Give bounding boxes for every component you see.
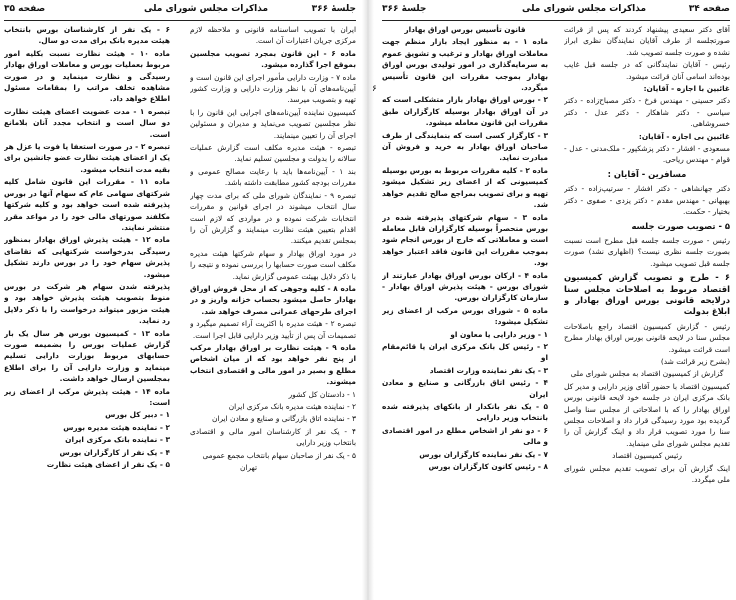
paragraph: ماده ۴ - ارکان بورس اوراق بهادار عبارتند از شورای بورس - هیئت پذیرش اوراق بهادار - سازمان کارگزاران بورس.: [382, 270, 548, 303]
paragraph: ۱ - وزیر دارایی یا معاون او: [450, 329, 548, 339]
header-rule: [4, 20, 356, 21]
paragraph: ۳ - نماینده اتاق بازرگانی و صنایع و معادن ایران: [212, 414, 356, 424]
gutter-mark: ۶: [372, 84, 377, 94]
paragraph: ۵ - تصویب صورت جلسه: [631, 220, 730, 231]
paragraph: ۳ - کارگزار کسی است که بنمایندگی از طرف صاحبان اوراق بهادار به خرید و فروش آن مبادرت نماید.: [382, 130, 548, 163]
paragraph: ایران با تصویب اساسنامه قانونی و ملاحظه لازم مرکزی جریان اعتبارات آن است.: [190, 25, 356, 46]
paragraph: ماده ۱۱ - مقررات این قانون شامل کلیه شرکتهای سهامی عام که سهام آنها در بورس پذیرفته شده است خواهد بود و کلیه شرکتها مکلفند صورتهای مالی خود را در مواعد مقرر منتشر نمایند.: [4, 177, 170, 232]
paragraph: ۶ - یک نفر از کارشناسان بورس بانتخاب هیئت مدیره بانک برای مدت دو سال.: [4, 25, 170, 46]
paragraph: در مورد اوراق بهادار و سهام شرکتها هیئت مدیره مکلف است صورت حسابها را بررسی نموده و نتیجه را با ذکر دلایل بهیئت عمومی گزارش نماید.: [190, 248, 356, 281]
paragraph: دکتر حسینی - مهندس فرخ - دکتر مصباح‌زاده - دکتر سیاسی - دکتر شاهکار - دکتر عدل - دکتر خسروشاهی.: [564, 96, 730, 129]
paragraph: ماده ۳ - سهام شرکتهای پذیرفته شده در بورس منحصراً بوسیله کارگزاران قابل معامله است و معاملاتی که خارج از بورس انجام شود بموجب مقررات این قانون فاقد اعتبار خواهد بود.: [382, 212, 548, 268]
paragraph: ماده ۵ - شورای بورس مرکب از اعضای زیر تشکیل میشود:: [382, 305, 548, 327]
paragraph: تبصره ۲ - هیئت مدیره با اکثریت آراء تصمیم میگیرد و تصمیمات آن پس از تأیید وزیر دارایی قابل اجرا است.: [190, 319, 356, 340]
paragraph: ۳ - یک نفر نماینده وزارت اقتصاد: [429, 365, 548, 375]
page-title: مذاکرات مجلس شورای ملی: [522, 4, 647, 14]
paragraph: ماده ۲ - کلیه مقررات مربوط به بورس بوسیله کمیسیونی که از اعضای زیر تشکیل میشود تهیه و برای تصویب بمراجع صالح تقدیم خواهد شد.: [382, 165, 548, 210]
paragraph: ماده ۱۰ - هیئت نظارت نسبت بکلیه امور مربوط بعملیات بورس و معاملات اوراق بهادار رسیدگی و نظارت مینماید و در صورت مشاهده تخلف مراتب را بمقامات مسئول اطلاع خواهد داد.: [4, 48, 170, 104]
paragraph: غائبین با اجازه - آقایان:: [643, 84, 730, 94]
paragraph: غائبین بی اجازه - آقایان:: [638, 131, 730, 141]
paragraph: تبصره ۹ - نمایندگان شورای ملی که برای مدت چهار سال انتخاب میشوند در اجرای قوانین و مقررات انتخابات شرکت نموده و در مواردی که لازم است اقدام بتعیین هیئت نظارت مینمایند و گزارش آن را بمجلس تقدیم میکنند.: [190, 190, 356, 246]
paragraph: ماده ۱ - به منظور ایجاد بازار منظم جهت معاملات اوراق بهادار و ترغیب و تشویق عموم به سرمایه‌گذاری در امور تولیدی بورس اوراق بهادار بموجب مقررات این قانون تأسیس میگردد.: [382, 37, 548, 93]
paragraph: ماده ۶ - این قانون بمجرد تصویب مجلسین بموقع اجرا گذارده میشود.: [190, 48, 356, 70]
paragraph: مسعودی - افشار - دکتر پزشکپور - ملک‌مدنی - عدل - قوام - مهندس ریاحی.: [564, 144, 730, 165]
paragraph: ۴ - یک نفر از کارشناسان امور مالی و اقتصادی بانتخاب وزیر دارایی: [190, 426, 356, 448]
right-page: [382, 0, 730, 600]
paragraph: ماده ۹ - هیئت نظارت بر اوراق بهادار مرکب از پنج نفر خواهد بود که از میان اشخاص مطلع و بصیر در امور مالی و اقتصادی انتخاب میشوند.: [190, 342, 356, 387]
paragraph: قانون تأسیس بورس اوراق بهادار: [404, 25, 526, 34]
paragraph: کمیسیون اقتصاد با حضور آقای وزیر دارایی و مدیر کل بانک مرکزی ایران در جلسه خود لایحه قانونی بورس اوراق بهادار را که با اصلاحاتی از مجلس سنا واصل گردیده بود مورد رسیدگی قرار داد و اصلاحات مجلس سنا را مورد تصویب قرار داد و اینک گزارش آن را تقدیم مجلس شورای ملی مینماید.: [564, 381, 730, 448]
page-label: صفحه ۳۴: [688, 4, 730, 14]
paragraph: ۱ - دادستان کل کشور: [288, 389, 356, 399]
paragraph: تبصره - هیئت مدیره مکلف است گزارش عملیات سالانه را بدولت و مجلسین تسلیم نماید.: [190, 143, 356, 164]
paragraph: ۳ - نماینده بانک مرکزی ایران: [65, 435, 170, 445]
paragraph: گزارش از کمیسیون اقتصاد به مجلس شورای ملی: [570, 369, 724, 379]
session-number: جلسهٔ ۳۶۶: [382, 4, 427, 14]
left-page: [4, 0, 356, 600]
left-page-header: [4, 4, 356, 18]
paragraph: ۲ - رئیس کل بانک مرکزی ایران یا قائم‌مقام او: [382, 341, 548, 363]
paragraph: ۵ - یک نفر بانکدار از بانکهای پذیرفته شده بانتخاب وزیر دارایی: [382, 402, 548, 423]
paragraph: ۴ - یک نفر از کارگزاران بورس: [59, 447, 170, 457]
paragraph: ۲ - بورس اوراق بهادار بازار متشکلی است که در آن اوراق بهادار بوسیله کارگزاران طبق مقررات این قانون معامله میشود.: [382, 95, 548, 128]
paragraph: ۱ - دبیر کل بورس: [105, 410, 170, 420]
paragraph: مسافرین - آقایان :: [607, 168, 687, 179]
right-page-header: [382, 4, 730, 18]
paragraph: رئیس - گزارش کمیسیون اقتصاد راجع باصلاحات مجلس سنا در لایحه قانونی بورس اوراق بهادار مطرح است قرائت میشود.: [564, 321, 730, 354]
paragraph: ۵ - یک نفر از اعضای هیئت نظارت: [46, 460, 170, 470]
paragraph: آقای دکتر سعیدی پیشنهاد کردند که پس از قرائت صورتجلسه از طرف آقایان نمایندگان نظری ابراز نشده و صورت جلسه تصویب شد.: [564, 25, 730, 57]
paragraph: اینک گزارش آن برای تصویب تقدیم مجلس شورای ملی میگردد.: [564, 463, 730, 485]
session-number: جلسهٔ ۳۶۶: [311, 4, 356, 14]
paragraph: رئیس - صورت جلسه جلسه قبل مطرح است نسبت بصورت جلسه نظری نیست؟ (اظهاری نشد) صورت جلسه قبل تصویب میشود.: [564, 235, 730, 268]
text-column-right: [564, 24, 730, 596]
paragraph: ۵ - یک نفر از صاحبان سهام بانتخاب مجمع عمومی: [202, 450, 356, 460]
paragraph: ۸ - رئیس کانون کارگزاران بورس: [428, 462, 548, 472]
paragraph: ماده ۱۴ - هیئت پذیرش مرکب از اعضای زیر است:: [4, 386, 170, 407]
text-column-right: [190, 24, 356, 596]
page-title: مذاکرات مجلس شورای ملی: [144, 4, 269, 14]
paragraph: ماده ۱۳ - کمیسیون بورس هر سال یک بار گزارش عملیات بورس را بضمیمه صورت حسابهای مربوط بوزارت دارایی تسلیم مینماید و وزارت دارایی آن را برای اطلاع بمجلسین ارسال خواهد داشت.: [4, 328, 170, 384]
paragraph: ۶ - طرح و تصویب گزارش کمیسیون اقتصاد مربوط به اصلاحات مجلس سنا درلایحه قانونی بورس اوراق بهادار و ابلاغ بدولت: [564, 272, 730, 317]
page-label: صفحه ۳۵: [4, 4, 46, 14]
header-rule: [382, 20, 730, 21]
paragraph: ۲ - نماینده هیئت مدیره بانک مرکزی ایران: [228, 402, 356, 411]
paragraph: ۶ - دو نفر از اشخاص مطلع در امور اقتصادی و مالی: [382, 425, 548, 447]
paragraph: (بشرح زیر قرائت شد): [660, 356, 730, 366]
paragraph: ۷ - یک نفر نماینده کارگزاران بورس: [419, 449, 548, 459]
paragraph: ۲ - نماینده هیئت مدیره بورس: [63, 422, 170, 432]
paragraph: بند ۱ - آیین‌نامه‌ها باید با رعایت مصالح عمومی و مقررات بودجه کشور مطابقت داشته باشد.: [190, 166, 356, 188]
text-column-left: [382, 24, 548, 596]
paragraph: ماده ۱۲ - هیئت پذیرش اوراق بهادار بمنظور رسیدگی بدرخواست شرکتهایی که تقاضای پذیرش سهام خود را در بورس دارند تشکیل میشود.: [4, 235, 170, 279]
paragraph: تبصره ۱ - مدت عضویت اعضای هیئت نظارت دو سال است و انتخاب مجدد آنان بلامانع است.: [4, 106, 170, 139]
paragraph: ماده ۷ - وزارت دارایی مأمور اجرای این قانون است و آیین‌نامه‌های آن با نظر وزارت دارایی و وزارت کشور تهیه و بتصویب میرسد.: [190, 72, 356, 105]
paragraph: تبصره ۲ - در صورت استعفا یا فوت یا عزل هر یک از اعضای هیئت نظارت عضو جانشین برای بقیه مدت انتخاب میشود.: [4, 142, 170, 174]
paragraph: دکتر جهانشاهی - دکتر افشار - سرتیپ‌زاده - دکتر بهبهانی - مهندس مقدم - دکتر یزدی - صفوی - دکتر بختیار - حکمت.: [564, 184, 730, 217]
paragraph: تهران: [240, 463, 258, 473]
paragraph: پذیرفته شدن سهام هر شرکت در بورس منوط بتصویب هیئت پذیرش خواهد بود و هیئت مزبور میتواند درخواست را با ذکر دلایل رد نماید.: [4, 281, 170, 326]
paragraph: کمیسیون نماینده آیین‌نامه‌های اجرایی این قانون را با نظر مجلسین تصویب می‌نماید و مدیران و مسئولین اجرای آن را تعیین مینمایند.: [190, 107, 356, 140]
paragraph: رئیس کمیسیون اقتصاد: [612, 451, 682, 461]
paragraph: ۴ - رئیس اتاق بازرگانی و صنایع و معادن ایران: [382, 378, 548, 399]
paragraph: رئیس - آقایان نمایندگانی که در جلسه قبل غایب بوده‌اند اسامی آنان قرائت میشود.: [564, 60, 730, 81]
paragraph: ماده ۸ - کلیه وجوهی که از محل فروش اوراق بهادار حاصل میشود بحساب خزانه واریز و در اجرای طرحهای عمرانی مصرف خواهد شد.: [190, 283, 356, 316]
text-column-left: [4, 24, 170, 596]
